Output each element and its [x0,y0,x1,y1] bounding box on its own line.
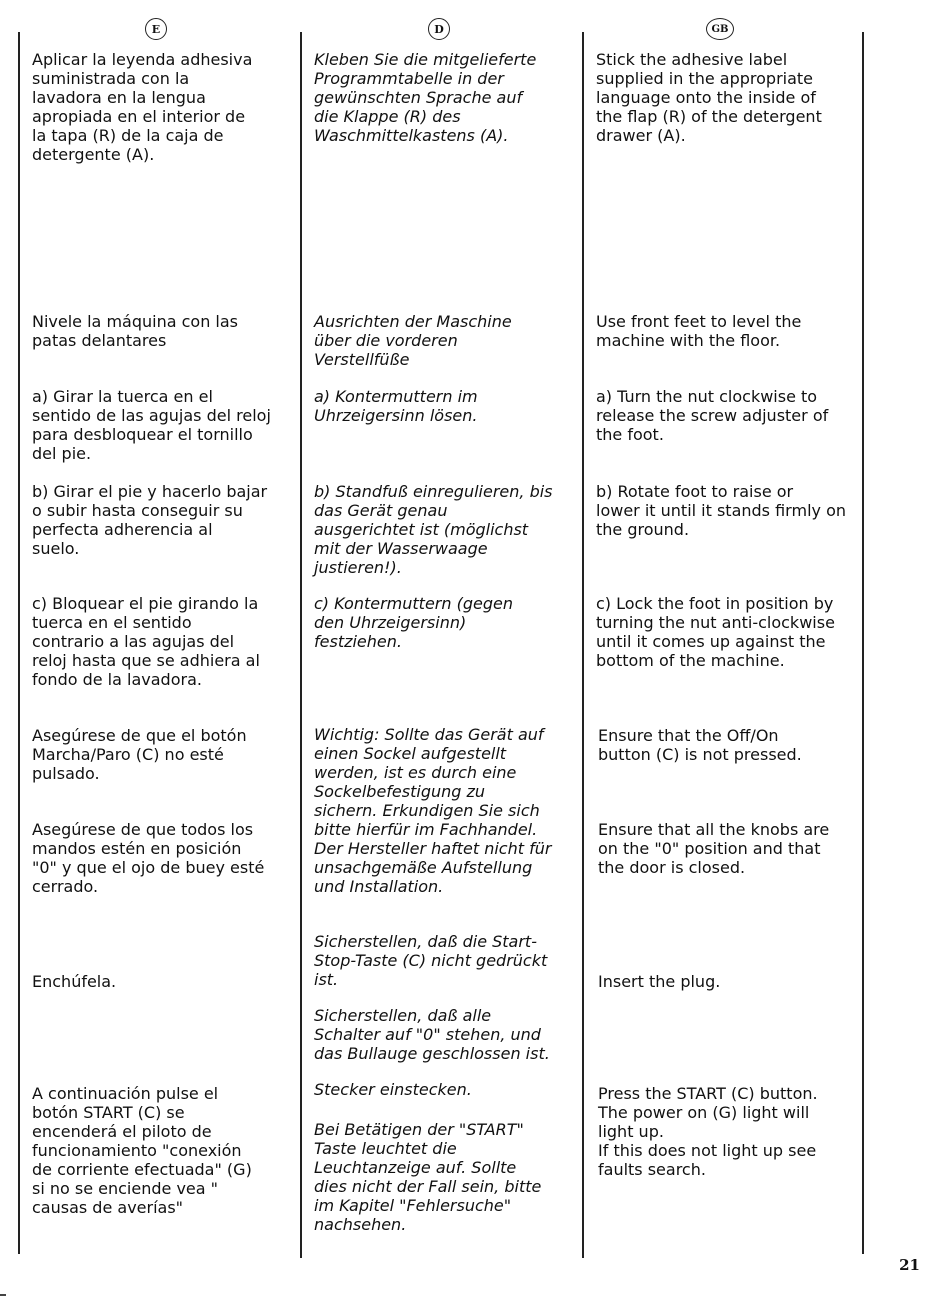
de-plug-in: Stecker einstecken. [314,1080,472,1099]
gb-step-a: a) Turn the nut clockwise to release the screw adjuster of the foot. [596,387,829,444]
column-rule-mid-2 [582,32,584,1258]
es-step-b: b) Girar el pie y hacerlo bajar o subir hasta conseguir su perfecta adherencia al suelo. [32,482,268,558]
es-step-a: a) Girar la tuerca en el sentido de las agujas del reloj para desbloquear el tornillo del pie. [32,387,271,463]
de-step-c: c) Kontermuttern (gegen den Uhrzeigersinn) festziehen. [314,594,513,651]
gb-step-b: b) Rotate foot to raise or lower it until it stands firmly on the ground. [596,482,846,539]
de-level-heading: Ausrichten der Maschine über die vorderen Verstellfüße [314,312,512,369]
es-step-c: c) Bloquear el pie girando la tuerca en el sentido contrario a las agujas del reloj hasta que se adhiera al fondo de la lavadora. [32,594,260,689]
es-label-instruction: Aplicar la leyenda adhesiva suministrada con la lavadora en la lengua apropiada en el interior de la tapa (R) de la caja de detergente (A). [32,50,253,164]
de-base-warning: Wichtig: Sollte das Gerät auf einen Sockel aufgestellt werden, ist es durch eine Sockelbefestigung zu sichern. Erkundigen Sie sich bitte hierfür im Fachhandel. Der Hersteller haftet nicht für unsachgemäße Aufstellung und Installation. [314,725,552,896]
es-level-heading: Nivele la máquina con las patas delantares [32,312,238,350]
gb-label-instruction: Stick the adhesive label supplied in the appropriate language onto the inside of the flap (R) of the detergent drawer (A). [596,50,822,145]
gb-plug-in: Insert the plug. [598,972,721,991]
gb-step-c: c) Lock the foot in position by turning the nut anti-clockwise until it comes up against the bottom of the machine. [596,594,835,670]
column-rule-left [18,32,20,1254]
de-start-button: Bei Betätigen der "START" Taste leuchtet die Leuchtanzeige auf. Sollte dies nicht der Fall sein, bitte im Kapitel "Fehlersuche" nachsehen. [314,1120,542,1234]
language-badge-es: E [145,18,167,40]
column-rule-mid-1 [300,32,302,1258]
margin-mark [0,1294,6,1296]
es-button-check: Asegúrese de que el botón Marcha/Paro (C) no esté pulsado. [32,726,247,783]
gb-start-button: Press the START (C) button. The power on (G) light will light up. If this does not light up see faults search. [598,1084,818,1179]
de-button-check: Sicherstellen, daß die Start- Stop-Taste (C) nicht gedrückt ist. [314,932,548,989]
es-knobs-check: Asegúrese de que todos los mandos estén en posición "0" y que el ojo de buey esté cerrado. [32,820,265,896]
es-plug-in: Enchúfela. [32,972,117,991]
de-step-a: a) Kontermuttern im Uhrzeigersinn lösen. [314,387,478,425]
gb-level-heading: Use front feet to level the machine with the floor. [596,312,802,350]
de-knobs-check: Sicherstellen, daß alle Schalter auf "0" stehen, und das Bullauge geschlossen ist. [314,1006,550,1063]
column-rule-right [862,32,864,1254]
language-badge-gb: GB [706,18,734,40]
page-number: 21 [899,1256,920,1274]
de-label-instruction: Kleben Sie die mitgelieferte Programmtabelle in der gewünschten Sprache auf die Klappe (R) des Waschmittelkastens (A). [314,50,537,145]
gb-button-check: Ensure that the Off/On button (C) is not pressed. [598,726,802,764]
gb-knobs-check: Ensure that all the knobs are on the "0" position and that the door is closed. [598,820,830,877]
es-start-button: A continuación pulse el botón START (C) se encenderá el piloto de funcionamiento "conexión de corriente efectuada" (G) si no se enciende vea " causas de averías" [32,1084,252,1217]
de-step-b: b) Standfuß einregulieren, bis das Gerät genau ausgerichtet ist (möglichst mit der Wasserwaage justieren!). [314,482,553,577]
language-badge-de: D [428,18,450,40]
